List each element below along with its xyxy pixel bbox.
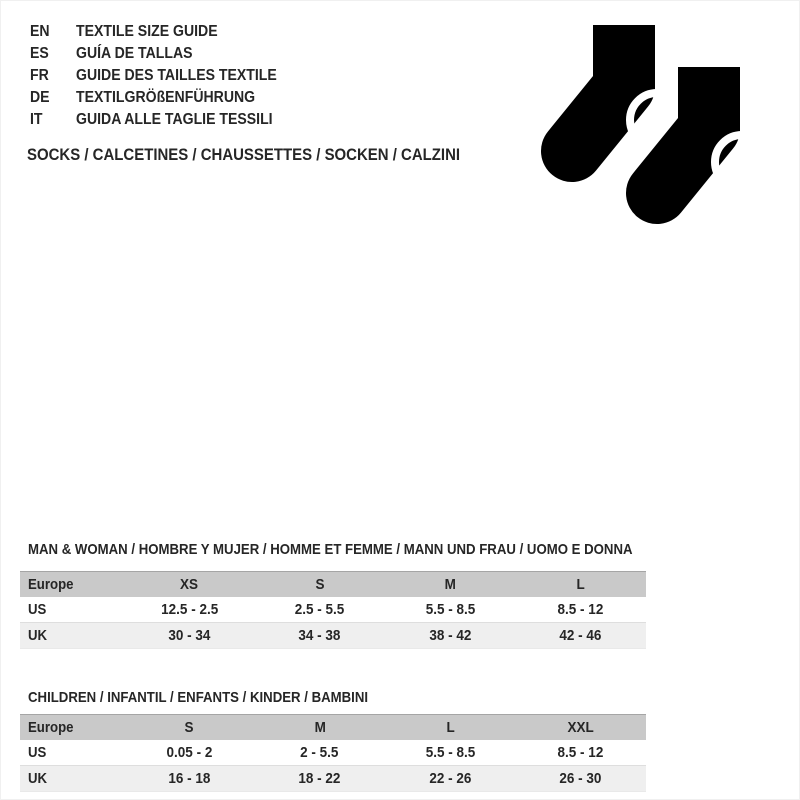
language-row-fr: [30, 65, 304, 87]
size-value-cell: 26 - 30: [559, 770, 602, 787]
size-value-cell: 34 - 38: [298, 627, 341, 644]
column-header-size: M: [314, 719, 326, 736]
size-value-cell: 30 - 34: [168, 627, 211, 644]
language-label: GUIDA ALLE TAGLIE TESSILI: [76, 111, 273, 128]
size-value-cell: 2 - 5.5: [300, 744, 339, 761]
table-title-children: CHILDREN / INFANTIL / ENFANTS / KINDER / BAMBINI: [28, 689, 369, 706]
size-value-cell: 2.5 - 5.5: [294, 601, 345, 618]
size-value-cell: 0.05 - 2: [166, 744, 213, 761]
size-value-cell: 38 - 42: [429, 627, 472, 644]
language-code: IT: [30, 111, 43, 128]
size-value-cell: 5.5 - 8.5: [425, 601, 476, 618]
size-table-children: [20, 714, 646, 792]
language-code: EN: [30, 23, 50, 40]
table-block-man-woman: [20, 543, 646, 649]
size-value-cell: 22 - 26: [429, 770, 472, 787]
column-header-region: Europe: [28, 719, 74, 736]
table-row-us: [20, 597, 646, 623]
language-row-es: [30, 43, 304, 65]
language-row-de: [30, 87, 304, 109]
table-header-row: [20, 715, 646, 741]
size-value-cell: 12.5 - 2.5: [160, 601, 218, 618]
column-header-size: S: [315, 576, 325, 593]
language-label: TEXTILE SIZE GUIDE: [76, 23, 218, 40]
column-header-size: L: [576, 576, 585, 593]
table-row-uk: [20, 766, 646, 792]
size-table-man-woman: [20, 571, 646, 649]
table-block-children: [20, 691, 646, 792]
language-code: FR: [30, 67, 49, 84]
size-value-cell: 8.5 - 12: [557, 601, 604, 618]
size-value-cell: 16 - 18: [168, 770, 211, 787]
size-value-cell: 42 - 46: [559, 627, 602, 644]
table-row-us: [20, 740, 646, 766]
row-label: UK: [28, 627, 48, 644]
row-label: US: [28, 601, 47, 618]
table-row-uk: [20, 623, 646, 649]
language-label: TEXTILGRÖßENFÜHRUNG: [76, 89, 256, 106]
column-header-size: L: [446, 719, 455, 736]
language-label: GUÍA DE TALLAS: [76, 45, 193, 62]
category-title: SOCKS / CALCETINES / CHAUSSETTES / SOCKEN / CALZINI: [27, 145, 461, 164]
socks-icon: [531, 25, 746, 230]
language-row-en: [30, 21, 304, 43]
column-header-size: XXL: [567, 719, 594, 736]
language-code: ES: [30, 45, 49, 62]
table-header-row: [20, 572, 646, 598]
column-header-size: M: [444, 576, 456, 593]
size-value-cell: 5.5 - 8.5: [425, 744, 476, 761]
sock-right-icon: [657, 67, 746, 193]
row-label: US: [28, 744, 47, 761]
column-header-size: S: [184, 719, 194, 736]
size-value-cell: 18 - 22: [298, 770, 341, 787]
language-list: [30, 21, 304, 131]
row-label: UK: [28, 770, 48, 787]
language-row-it: [30, 109, 304, 131]
language-label: GUIDE DES TAILLES TEXTILE: [76, 67, 277, 84]
size-value-cell: 8.5 - 12: [557, 744, 604, 761]
size-tables-area: [20, 543, 646, 792]
column-header-size: XS: [180, 576, 199, 593]
table-title-man-woman: MAN & WOMAN / HOMBRE Y MUJER / HOMME ET FEMME / MANN UND FRAU / UOMO E DONNA: [28, 541, 633, 558]
language-code: DE: [30, 89, 50, 106]
column-header-region: Europe: [28, 576, 74, 593]
